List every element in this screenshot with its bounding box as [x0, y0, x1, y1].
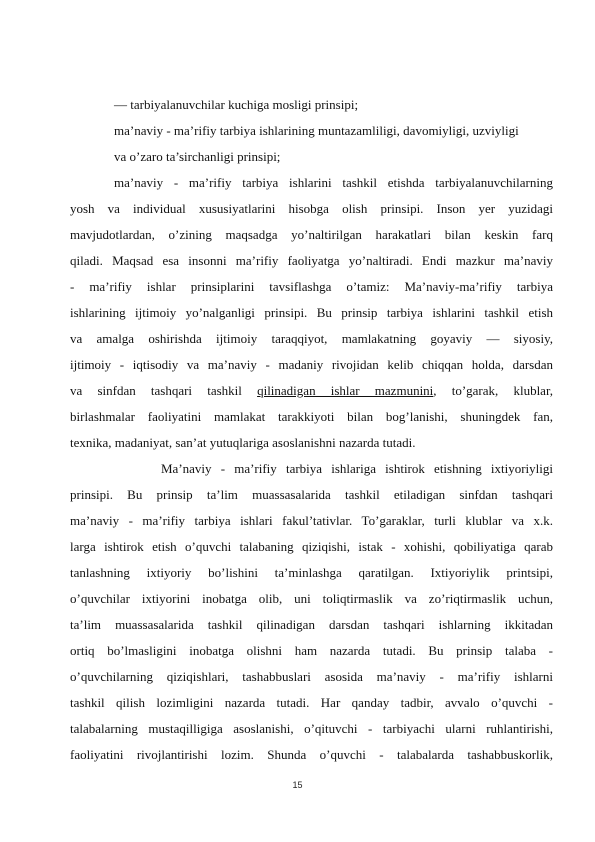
text-line: ijtimoiy - iqtisodiy va ma’naviy - madaniy rivojidan kelib chiqqan holda, darsdan — [70, 357, 553, 372]
text-line: prinsipi. Bu prinsip ta’lim muassasalarida tashkil etiladigan sinfdan tashqari — [70, 487, 553, 502]
text-line: tashkil qilish lozimligini nazarda tutadi. Har qanday tadbir, avvalo o’quvchi - — [70, 695, 553, 710]
text-line: ma’naviy - ma’rifiy tarbiya ishlari fakul’tativlar. To’garaklar, turli klublar va x.k. — [70, 513, 553, 528]
text-line: tanlashning ixtiyoriy bo’lishini ta’minlashga qaratilgan. Ixtiyoriylik printsipi, — [70, 565, 553, 580]
text-line: Ma’naviy - ma’rifiy tarbiya ishlariga ishtirok etishning ixtiyoriyligi — [161, 461, 553, 476]
text-line: ma’naviy - ma’rifiy tarbiya ishlarini tashkil etishda tarbiyalanuvchilarning — [114, 175, 553, 190]
text-line: o’quvchilarning qiziqishlari, tashabbuslari asosida ma’naviy - ma’rifiy ishlarni — [70, 669, 553, 684]
text-line: ishlarining ijtimoiy yo’nalganligi prinsipi. Bu prinsip tarbiya ishlarini tashkil etish — [70, 305, 553, 320]
text-line: larga ishtirok etish o’quvchi talabaning qiziqishi, istak - xohishi, qobiliyatiga qarab — [70, 539, 553, 554]
text-line: ma’naviy - ma’rifiy tarbiya ishlarining muntazamliligi, davomiyligi, uzviyligi — [114, 123, 519, 138]
text-line: mavjudotlardan, o’zining maqsadga yo’naltirilgan harakatlari bilan keskin farq — [70, 227, 553, 242]
text-fragment: va sinfdan tashqari tashkil — [70, 383, 242, 398]
text-line: va amalga oshirishda ijtimoiy taraqqiyot, mamlakatning goyaviy — siyosiy, — [70, 331, 553, 346]
text-line: birlashmalar faoliyatini mamlakat tarakkiyoti bilan bog’lanishi, shuningdek fan, — [70, 409, 553, 424]
text-line: faoliyatini rivojlantirishi lozim. Shunda o’quvchi - talabalarda tashabbuskorlik, — [70, 747, 553, 762]
underlined-link[interactable]: qilinadigan ishlar mazmunini — [257, 383, 434, 398]
text-line: — tarbiyalanuvchilar kuchiga mosligi prinsipi; — [114, 97, 359, 112]
text-line: ta’lim muassasalarida tashkil qilinadigan darsdan tashqari ishlarning ikkitadan — [70, 617, 553, 632]
text-line: qiladi. Maqsad esa insonni ma’rifiy faoliyatga yo’naltiradi. Endi mazkur ma’naviy — [70, 253, 553, 268]
text-line: ortiq bo’lmasligini inobatga olishni ham nazarda tutadi. Bu prinsip talaba - — [70, 643, 553, 658]
text-line: talabalarning mustaqilligiga asoslanishi, o’qituvchi - tarbiyachi ularni ruhlantirishi, — [70, 721, 553, 736]
text-line: texnika, madaniyat, san’at yutuqlariga asoslanishni nazarda tutadi. — [70, 435, 416, 450]
page-number: 15 — [292, 780, 303, 790]
text-line: o’quvchilar ixtiyorini inobatga olib, uni toliqtirmaslik va zo’riqtirmaslik uchun, — [70, 591, 553, 606]
text-line-with-link — [70, 378, 553, 404]
text-line: yosh va individual xususiyatlarini hisobga olish prinsipi. Inson yer yuzidagi — [70, 201, 553, 216]
text-fragment: , to’garak, klublar, — [433, 383, 554, 398]
text-line: va o’zaro ta’sirchanligi prinsipi; — [114, 149, 281, 164]
text-line: - ma’rifiy ishlar prinsiplarini tavsiflashga o’tamiz: Ma’naviy-ma’rifiy tarbiya — [70, 279, 553, 294]
